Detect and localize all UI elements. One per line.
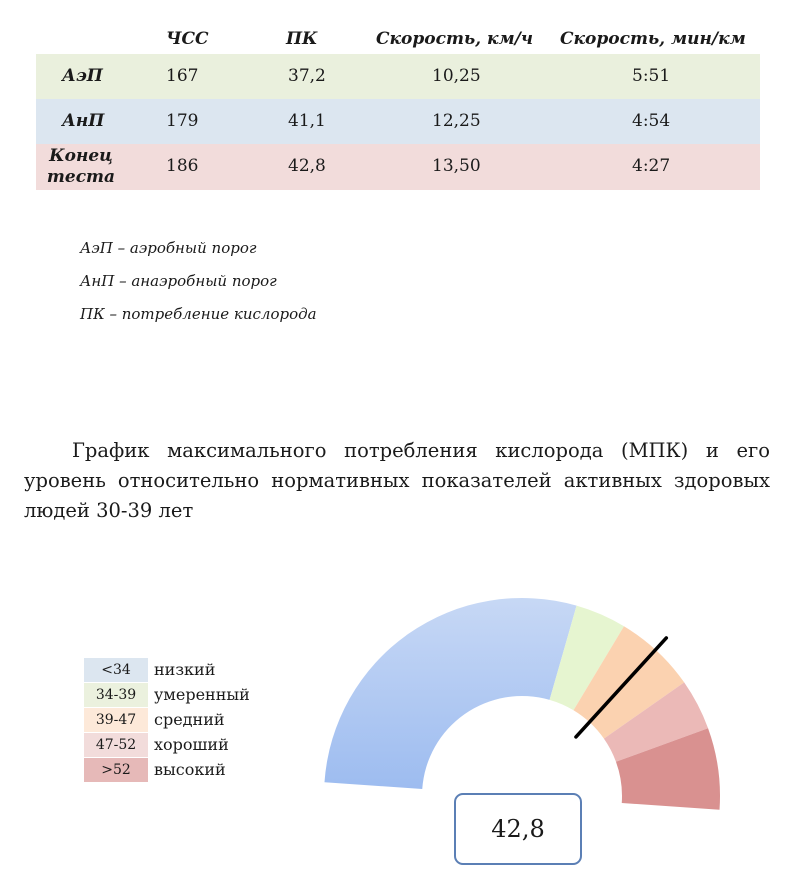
abbr-aep: АэП – аэробный порог xyxy=(80,239,257,257)
legend-range: 47-52 xyxy=(84,733,148,757)
gauge-chart xyxy=(0,560,812,880)
gauge-value: 42,8 xyxy=(454,793,582,865)
cell-speed-kmh: 12,25 xyxy=(432,111,481,131)
chart-caption: График максимального потребления кислорода (МПК) и его уровень относительно нормативных показателей активных здоровых людей 30-39 лет xyxy=(24,439,770,522)
abbr-pk: ПК – потребление кислорода xyxy=(80,305,317,323)
legend-name: низкий xyxy=(154,660,216,679)
results-table xyxy=(36,24,760,190)
table-row xyxy=(36,144,760,190)
cell-speed-kmh: 13,50 xyxy=(432,156,481,176)
cell-speed-kmh: 10,25 xyxy=(432,66,481,86)
row-label xyxy=(36,146,126,188)
cell-hr: 186 xyxy=(166,156,199,176)
table-header xyxy=(36,24,760,54)
legend-name: хороший xyxy=(154,735,229,754)
row-label: АэП xyxy=(62,66,103,86)
cell-hr: 179 xyxy=(166,111,199,131)
header-pace: Скорость, мин/км xyxy=(560,29,746,49)
legend-range: >52 xyxy=(84,758,148,782)
cell-pace: 4:27 xyxy=(632,156,671,176)
legend-name: высокий xyxy=(154,760,226,779)
header-pk: ПК xyxy=(286,29,318,49)
cell-pk: 42,8 xyxy=(288,156,326,176)
abbr-anp: АнП – анаэробный порог xyxy=(80,272,277,290)
legend-range: 39-47 xyxy=(84,708,148,732)
row-label-line2: теста xyxy=(46,167,116,187)
legend-range: <34 xyxy=(84,658,148,682)
table-row xyxy=(36,54,760,99)
legend-name: средний xyxy=(154,710,225,729)
row-label: АнП xyxy=(62,111,105,131)
cell-pk: 41,1 xyxy=(288,111,326,131)
header-hr: ЧСС xyxy=(166,29,209,49)
cell-pace: 4:54 xyxy=(632,111,671,131)
cell-pace: 5:51 xyxy=(632,66,671,86)
gauge-band-34 xyxy=(324,598,576,789)
table-row xyxy=(36,99,760,144)
cell-hr: 167 xyxy=(166,66,199,86)
legend-name: умеренный xyxy=(154,685,250,704)
legend-range: 34-39 xyxy=(84,683,148,707)
row-label-line1: Конец xyxy=(49,146,113,166)
cell-pk: 37,2 xyxy=(288,66,326,86)
header-speed-kmh: Скорость, км/ч xyxy=(376,29,534,49)
